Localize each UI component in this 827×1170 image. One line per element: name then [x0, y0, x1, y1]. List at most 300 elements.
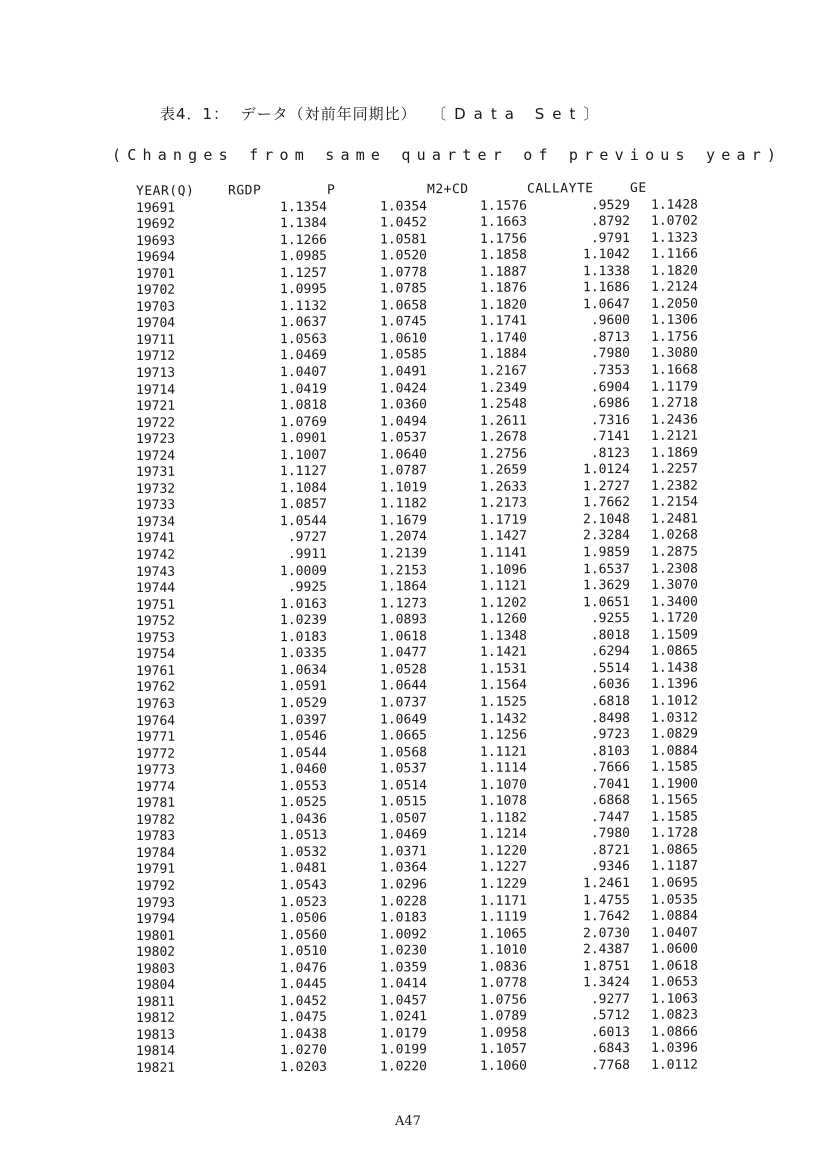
cell-rgdp: .9925	[287, 579, 327, 596]
cell-m2cd: 1.1202	[480, 595, 527, 611]
cell-year-quarter: 19733	[136, 498, 176, 514]
cell-p: 1.0452	[380, 215, 427, 231]
cell-callrate: .7141	[590, 429, 630, 445]
cell-callrate: 1.0651	[583, 594, 630, 610]
cell-m2cd: 1.1078	[480, 793, 527, 810]
cell-rgdp: 1.0523	[280, 894, 327, 910]
cell-m2cd: 1.1531	[480, 661, 527, 677]
cell-year-quarter: 19722	[136, 415, 176, 431]
cell-callrate: 1.1686	[583, 280, 630, 296]
cell-p: 1.0528	[380, 662, 427, 678]
cell-callrate: .9529	[590, 197, 630, 213]
cell-rgdp: 1.0544	[280, 513, 327, 530]
cell-ge: 1.0535	[651, 892, 698, 908]
caption-title: 表4．1： データ（対前年同期比）	[160, 105, 417, 123]
cell-p: 1.0494	[380, 413, 427, 430]
cell-callrate: .7041	[590, 776, 630, 792]
cell-rgdp: 1.0532	[280, 844, 327, 860]
cell-m2cd: 1.1229	[480, 876, 527, 892]
cell-m2cd: 1.1858	[480, 247, 527, 264]
cell-callrate: 2.4387	[583, 942, 630, 958]
cell-p: 1.0515	[380, 794, 427, 810]
cell-year-quarter: 19814	[136, 1044, 176, 1060]
cell-ge: 1.0618	[651, 958, 698, 974]
page-number: A47	[395, 1114, 421, 1129]
cell-callrate: .6036	[590, 677, 630, 693]
cell-year-quarter: 19724	[136, 448, 176, 464]
cell-rgdp: 1.0475	[280, 1010, 327, 1026]
cell-ge: 1.0823	[651, 1007, 698, 1024]
cell-ge: 1.0112	[651, 1057, 698, 1073]
cell-year-quarter: 19764	[136, 713, 176, 729]
cell-m2cd: 1.1141	[480, 545, 527, 561]
cell-rgdp: 1.0445	[280, 977, 327, 993]
cell-p: 1.0092	[380, 926, 427, 943]
cell-callrate: 1.9859	[583, 545, 630, 561]
cell-p: 1.0610	[380, 331, 427, 347]
cell-callrate: .9255	[590, 611, 630, 627]
cell-ge: 1.1063	[651, 991, 698, 1007]
cell-year-quarter: 19743	[136, 564, 176, 580]
cell-m2cd: 1.1884	[480, 347, 527, 363]
cell-year-quarter: 19752	[136, 613, 176, 630]
cell-m2cd: 1.1171	[480, 893, 527, 909]
cell-rgdp: 1.0460	[280, 761, 327, 778]
cell-ge: 1.1756	[651, 329, 698, 345]
cell-year-quarter: 19773	[136, 762, 176, 779]
cell-ge: 1.2481	[651, 511, 698, 527]
cell-ge: 1.2875	[651, 544, 698, 560]
cell-m2cd: 1.1214	[480, 826, 527, 843]
cell-callrate: 1.0124	[583, 462, 630, 478]
cell-rgdp: 1.1007	[280, 447, 327, 463]
cell-p: 1.0787	[380, 463, 427, 479]
cell-m2cd: 1.1719	[480, 512, 527, 528]
cell-year-quarter: 19781	[136, 795, 176, 812]
cell-rgdp: 1.1132	[280, 298, 327, 314]
cell-callrate: .6294	[590, 644, 630, 660]
cell-ge: 1.0600	[651, 941, 698, 958]
cell-p: 1.0491	[380, 364, 427, 380]
cell-year-quarter: 19712	[136, 349, 176, 365]
cell-p: 1.0658	[380, 298, 427, 314]
cell-p: 1.0241	[380, 1009, 427, 1025]
cell-year-quarter: 19783	[136, 829, 176, 845]
cell-rgdp: 1.0438	[280, 1026, 327, 1043]
cell-p: 1.0644	[380, 678, 427, 694]
cell-rgdp: 1.0563	[280, 331, 327, 348]
cell-year-quarter: 19731	[136, 465, 176, 481]
cell-rgdp: 1.0452	[280, 993, 327, 1009]
cell-p: 1.0514	[380, 777, 427, 794]
cell-m2cd: 1.1227	[480, 860, 527, 876]
cell-year-quarter: 19772	[136, 746, 176, 762]
cell-p: 1.0568	[380, 744, 427, 761]
cell-m2cd: 1.2659	[480, 462, 527, 479]
header-p: P	[327, 182, 336, 198]
cell-rgdp: 1.0818	[280, 397, 327, 414]
cell-callrate: .6818	[590, 693, 630, 710]
cell-rgdp: 1.0476	[280, 960, 327, 976]
cell-m2cd: 1.1119	[480, 909, 527, 925]
table-body	[136, 197, 698, 1077]
cell-rgdp: 1.0203	[280, 1059, 327, 1076]
cell-year-quarter: 19692	[136, 216, 176, 233]
cell-m2cd: 1.1525	[480, 694, 527, 710]
cell-callrate: .8713	[590, 329, 630, 346]
cell-year-quarter: 19803	[136, 961, 176, 977]
cell-callrate: .6013	[590, 1024, 630, 1041]
cell-callrate: .8498	[590, 710, 630, 726]
cell-m2cd: 1.1576	[480, 198, 527, 214]
cell-callrate: .8721	[590, 842, 630, 859]
cell-callrate: 1.7642	[583, 909, 630, 925]
cell-m2cd: 1.1421	[480, 644, 527, 661]
cell-callrate: .8018	[590, 627, 630, 643]
cell-rgdp: 1.0553	[280, 778, 327, 794]
cell-year-quarter: 19821	[136, 1060, 176, 1076]
cell-year-quarter: 19761	[136, 663, 176, 679]
cell-m2cd: 1.1010	[480, 942, 527, 959]
cell-callrate: .5514	[590, 660, 630, 677]
cell-p: 1.0364	[380, 860, 427, 876]
cell-year-quarter: 19753	[136, 630, 176, 646]
cell-callrate: 1.0647	[583, 296, 630, 313]
cell-rgdp: 1.1084	[280, 480, 327, 496]
cell-p: 1.0359	[380, 959, 427, 976]
cell-callrate: .9277	[590, 991, 630, 1008]
cell-year-quarter: 19721	[136, 398, 176, 415]
cell-p: 1.0537	[380, 761, 427, 777]
cell-callrate: 1.4755	[583, 892, 630, 908]
cell-rgdp: 1.0591	[280, 679, 327, 695]
cell-callrate: .9723	[590, 727, 630, 743]
cell-rgdp: 1.0769	[280, 414, 327, 430]
cell-p: 1.2139	[380, 546, 427, 562]
cell-rgdp: .9727	[287, 530, 327, 546]
cell-m2cd: 1.1182	[480, 810, 527, 826]
caption-dataset: 〔Data Set〕	[438, 105, 607, 123]
cell-ge: 1.0884	[651, 908, 698, 924]
cell-ge: 1.1585	[651, 759, 698, 775]
cell-p: 1.0618	[380, 628, 427, 645]
cell-ge: 1.3400	[651, 594, 698, 610]
cell-m2cd: 1.1564	[480, 678, 527, 694]
cell-year-quarter: 19754	[136, 647, 176, 663]
cell-year-quarter: 19734	[136, 514, 176, 530]
cell-callrate: .7447	[590, 809, 630, 826]
cell-callrate: 1.1042	[583, 247, 630, 263]
cell-p: 1.0228	[380, 893, 427, 910]
cell-p: 1.0665	[380, 728, 427, 744]
cell-year-quarter: 19782	[136, 812, 176, 828]
cell-p: 1.0649	[380, 711, 427, 728]
cell-year-quarter: 19793	[136, 895, 176, 911]
cell-ge: 1.0312	[651, 710, 698, 726]
cell-year-quarter: 19792	[136, 878, 176, 894]
cell-rgdp: 1.1127	[280, 464, 327, 480]
cell-p: 1.0183	[380, 910, 427, 926]
cell-m2cd: 1.0756	[480, 992, 527, 1008]
cell-p: 1.0414	[380, 976, 427, 992]
cell-p: 1.0477	[380, 645, 427, 661]
cell-p: 1.1679	[380, 513, 427, 529]
cell-callrate: 1.2461	[583, 875, 630, 892]
cell-year-quarter: 19723	[136, 431, 176, 448]
cell-m2cd: 1.1756	[480, 231, 527, 247]
cell-callrate: .9346	[590, 859, 630, 875]
cell-ge: 1.1323	[651, 230, 698, 246]
cell-rgdp: 1.0183	[280, 629, 327, 645]
cell-m2cd: 1.1114	[480, 760, 527, 777]
header-m2cd: M2+CD	[427, 181, 469, 198]
cell-ge: 1.1166	[651, 246, 698, 263]
cell-m2cd: 1.1065	[480, 926, 527, 942]
cell-rgdp: 1.0985	[280, 249, 327, 265]
cell-year-quarter: 19711	[136, 332, 176, 348]
cell-year-quarter: 19701	[136, 266, 176, 282]
cell-ge: 1.1179	[651, 379, 698, 395]
cell-rgdp: 1.0009	[280, 563, 327, 579]
cell-callrate: 2.1048	[583, 511, 630, 528]
cell-callrate: 1.7662	[583, 495, 630, 511]
table-row	[136, 1058, 698, 1078]
cell-rgdp: 1.0436	[280, 811, 327, 827]
cell-year-quarter: 19812	[136, 1011, 176, 1027]
header-callrate: CALLAYTE	[527, 181, 594, 197]
cell-m2cd: 1.2349	[480, 380, 527, 396]
cell-p: 1.0585	[380, 347, 427, 363]
cell-year-quarter: 19713	[136, 365, 176, 382]
table-caption	[160, 103, 606, 124]
cell-p: 1.0469	[380, 827, 427, 843]
cell-ge: 1.2124	[651, 279, 698, 296]
cell-ge: 1.0695	[651, 875, 698, 891]
cell-ge: 1.1012	[651, 693, 698, 709]
cell-ge: 1.0396	[651, 1041, 698, 1057]
cell-ge: 1.1820	[651, 263, 698, 279]
cell-ge: 1.2436	[651, 412, 698, 428]
cell-callrate: .7980	[590, 826, 630, 842]
cell-ge: 1.1428	[651, 197, 698, 213]
cell-m2cd: 1.2167	[480, 363, 527, 379]
cell-p: 1.1182	[380, 496, 427, 512]
cell-p: 1.1864	[380, 579, 427, 595]
cell-year-quarter: 19704	[136, 316, 176, 332]
cell-callrate: .8792	[590, 214, 630, 230]
cell-m2cd: 1.1121	[480, 578, 527, 595]
cell-m2cd: 1.0789	[480, 1008, 527, 1025]
cell-year-quarter: 19774	[136, 779, 176, 795]
cell-year-quarter: 19811	[136, 994, 176, 1010]
cell-year-quarter: 19784	[136, 845, 176, 861]
cell-callrate: .6986	[590, 396, 630, 412]
cell-year-quarter: 19702	[136, 283, 176, 299]
cell-p: 1.0737	[380, 695, 427, 711]
cell-m2cd: 1.1070	[480, 777, 527, 793]
cell-callrate: .9791	[590, 230, 630, 246]
cell-p: 1.0371	[380, 844, 427, 860]
cell-callrate: 1.6537	[583, 561, 630, 577]
cell-callrate: 1.8751	[583, 958, 630, 974]
cell-year-quarter: 19742	[136, 547, 176, 564]
cell-rgdp: 1.0546	[280, 728, 327, 745]
cell-rgdp: 1.1384	[280, 215, 327, 232]
cell-m2cd: 1.1887	[480, 264, 527, 280]
cell-ge: 1.0653	[651, 974, 698, 991]
cell-ge: 1.1306	[651, 312, 698, 329]
cell-m2cd: 1.1876	[480, 280, 527, 297]
cell-callrate: 2.0730	[583, 925, 630, 941]
cell-rgdp: 1.1257	[280, 265, 327, 281]
cell-callrate: .5712	[590, 1008, 630, 1024]
cell-rgdp: 1.0510	[280, 943, 327, 960]
cell-ge: 1.1187	[651, 858, 698, 875]
cell-p: 1.2074	[380, 529, 427, 545]
cell-callrate: 2.3284	[583, 528, 630, 544]
cell-m2cd: 1.1260	[480, 611, 527, 628]
cell-ge: 1.2382	[651, 478, 698, 494]
cell-m2cd: 1.2756	[480, 446, 527, 462]
cell-p: 1.0354	[380, 198, 427, 215]
cell-year-quarter: 19801	[136, 928, 176, 944]
cell-m2cd: 1.1121	[480, 744, 527, 760]
cell-p: 1.2153	[380, 562, 427, 579]
cell-callrate: 1.3629	[583, 578, 630, 594]
cell-rgdp: 1.0335	[280, 646, 327, 662]
cell-ge: 1.0866	[651, 1024, 698, 1040]
cell-ge: 1.1900	[651, 776, 698, 792]
cell-p: 1.1019	[380, 480, 427, 496]
header-rgdp: RGDP	[228, 183, 262, 199]
cell-m2cd: 1.1057	[480, 1042, 527, 1058]
cell-year-quarter: 19751	[136, 597, 176, 613]
cell-rgdp: 1.0543	[280, 877, 327, 894]
cell-callrate: .7316	[590, 412, 630, 428]
cell-ge: 1.0407	[651, 925, 698, 941]
cell-ge: 1.0865	[651, 842, 698, 858]
cell-rgdp: 1.0529	[280, 695, 327, 712]
cell-year-quarter: 19794	[136, 911, 176, 928]
cell-p: 1.0785	[380, 281, 427, 297]
cell-rgdp: 1.0163	[280, 596, 327, 612]
cell-year-quarter: 19703	[136, 299, 176, 315]
cell-year-quarter: 19762	[136, 680, 176, 696]
cell-rgdp: 1.1266	[280, 232, 327, 248]
cell-rgdp: 1.0634	[280, 662, 327, 678]
cell-year-quarter: 19802	[136, 944, 176, 961]
cell-p: 1.0457	[380, 993, 427, 1009]
cell-m2cd: 1.1096	[480, 562, 527, 578]
cell-m2cd: 1.0778	[480, 975, 527, 992]
cell-ge: 1.3080	[651, 346, 698, 362]
cell-m2cd: 1.1348	[480, 628, 527, 644]
table-subcaption: (Changes from same quarter of previous year)	[112, 146, 783, 164]
cell-m2cd: 1.2611	[480, 413, 527, 429]
cell-m2cd: 1.1256	[480, 727, 527, 743]
cell-m2cd: 1.2678	[480, 429, 527, 446]
cell-rgdp: 1.0481	[280, 861, 327, 877]
cell-m2cd: 1.1740	[480, 330, 527, 346]
cell-ge: 1.2257	[651, 461, 698, 478]
cell-p: 1.0199	[380, 1042, 427, 1058]
cell-ge: 1.1869	[651, 445, 698, 461]
cell-rgdp: 1.0544	[280, 745, 327, 761]
cell-m2cd: 1.2173	[480, 496, 527, 512]
cell-m2cd: 1.2633	[480, 479, 527, 495]
cell-p: 1.0581	[380, 231, 427, 248]
cell-year-quarter: 19804	[136, 978, 176, 994]
cell-year-quarter: 19694	[136, 249, 176, 266]
data-table	[136, 181, 698, 1078]
cell-rgdp: 1.0995	[280, 282, 327, 298]
cell-ge: 1.3070	[651, 577, 698, 593]
cell-rgdp: 1.0270	[280, 1043, 327, 1059]
cell-callrate: 1.1338	[583, 263, 630, 280]
cell-ge: 1.1585	[651, 809, 698, 825]
cell-p: 1.0778	[380, 264, 427, 281]
cell-ge: 1.0829	[651, 726, 698, 742]
cell-p: 1.0507	[380, 811, 427, 827]
cell-ge: 1.2308	[651, 561, 698, 577]
cell-year-quarter: 19771	[136, 729, 176, 746]
cell-rgdp: 1.0637	[280, 315, 327, 331]
cell-callrate: .7768	[590, 1057, 630, 1074]
cell-rgdp: 1.0506	[280, 910, 327, 927]
header-ge: GE	[630, 180, 647, 196]
cell-ge: 1.0268	[651, 528, 698, 544]
cell-p: 1.0640	[380, 446, 427, 463]
cell-m2cd: 1.1820	[480, 297, 527, 313]
cell-ge: 1.1720	[651, 610, 698, 627]
cell-year-quarter: 19693	[136, 233, 176, 249]
cell-rgdp: 1.0525	[280, 795, 327, 811]
cell-p: 1.0296	[380, 877, 427, 893]
cell-year-quarter: 19763	[136, 696, 176, 712]
cell-p: 1.0893	[380, 612, 427, 628]
cell-m2cd: 1.1427	[480, 529, 527, 545]
cell-year-quarter: 19714	[136, 382, 176, 398]
cell-callrate: 1.3424	[583, 975, 630, 991]
cell-ge: 1.2718	[651, 395, 698, 411]
cell-ge: 1.2121	[651, 428, 698, 445]
cell-year-quarter: 19791	[136, 862, 176, 878]
cell-m2cd: 1.1741	[480, 313, 527, 330]
cell-m2cd: 1.0836	[480, 959, 527, 975]
cell-p: 1.0424	[380, 380, 427, 397]
cell-ge: 1.1668	[651, 362, 698, 378]
cell-ge: 1.0884	[651, 743, 698, 759]
cell-m2cd: 1.1663	[480, 214, 527, 230]
cell-p: 1.0179	[380, 1026, 427, 1042]
cell-rgdp: 1.0560	[280, 927, 327, 943]
cell-callrate: .6904	[590, 379, 630, 395]
cell-rgdp: .9911	[287, 546, 327, 563]
cell-m2cd: 1.1432	[480, 711, 527, 727]
cell-rgdp: 1.0239	[280, 613, 327, 629]
cell-year-quarter: 19741	[136, 531, 176, 547]
cell-callrate: .7980	[590, 346, 630, 362]
cell-ge: 1.0865	[651, 643, 698, 660]
cell-callrate: .8123	[590, 445, 630, 461]
cell-rgdp: 1.0513	[280, 828, 327, 844]
cell-rgdp: 1.0397	[280, 712, 327, 728]
cell-callrate: 1.2727	[583, 478, 630, 495]
cell-m2cd: 1.1060	[480, 1058, 527, 1074]
cell-rgdp: 1.0419	[280, 381, 327, 397]
cell-p: 1.0520	[380, 248, 427, 264]
cell-rgdp: 1.0469	[280, 348, 327, 364]
